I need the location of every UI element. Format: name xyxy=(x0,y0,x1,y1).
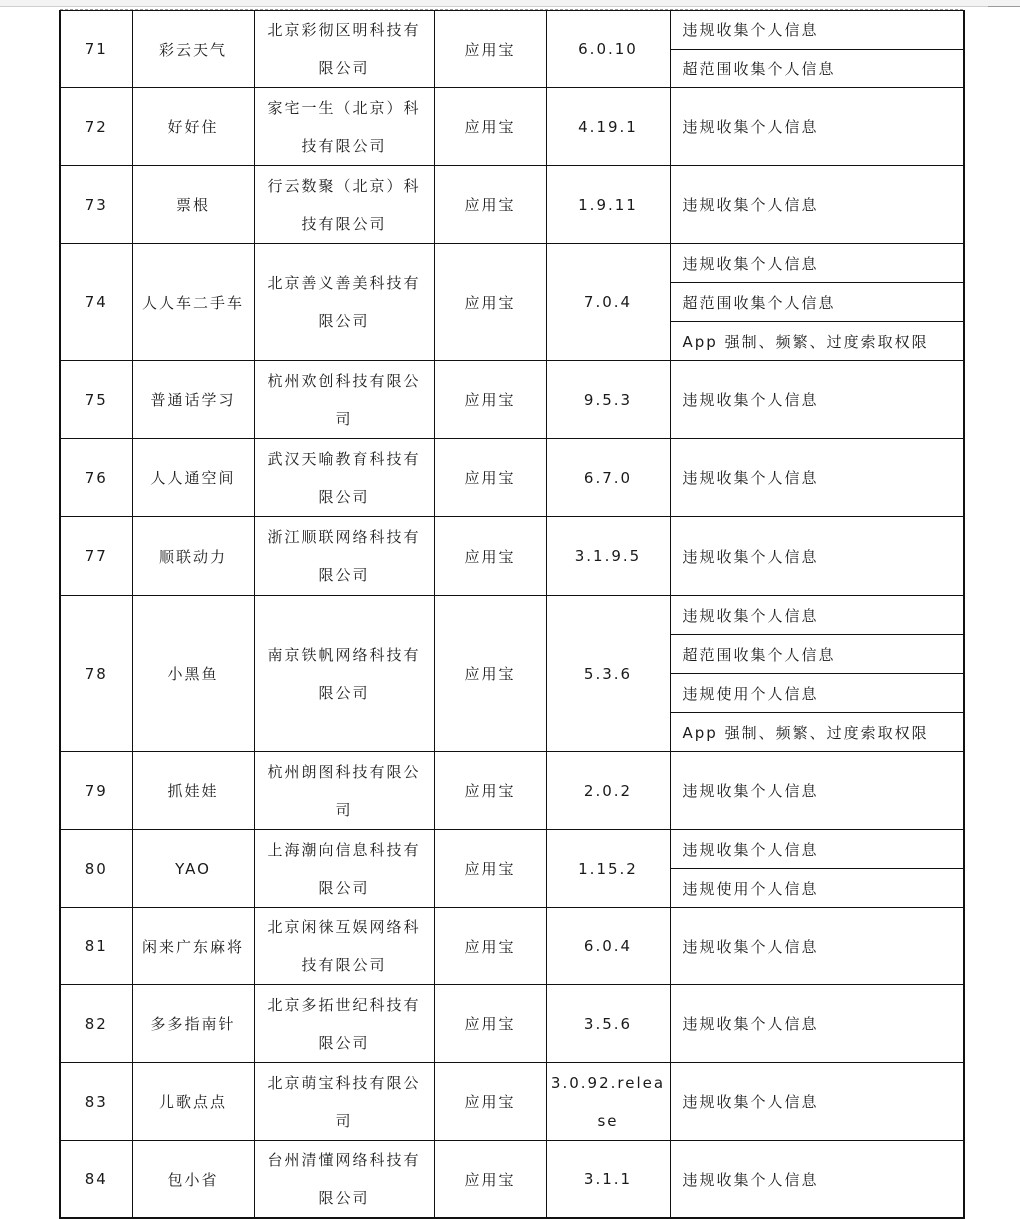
company-line: 技有限公司 xyxy=(301,956,387,974)
app-version: 3.1.1 xyxy=(546,1141,670,1219)
issue-item: 违规收集个人信息 xyxy=(682,782,819,800)
app-name: 多多指南针 xyxy=(132,985,254,1063)
app-store: 应用宝 xyxy=(434,596,546,752)
issue-list xyxy=(670,985,964,1063)
issue-item: 超范围收集个人信息 xyxy=(671,49,964,88)
issue-item: 超范围收集个人信息 xyxy=(671,634,964,673)
table-row xyxy=(60,439,964,517)
app-name: YAO xyxy=(132,830,254,908)
issue-item: 违规收集个人信息 xyxy=(682,469,819,487)
page-top-edge xyxy=(0,0,1020,7)
issue-list xyxy=(670,908,964,985)
company-line: 限公司 xyxy=(318,683,370,702)
table-row xyxy=(60,244,964,361)
app-version: 3.0.92.release xyxy=(546,1063,670,1141)
app-store: 应用宝 xyxy=(434,166,546,244)
issue-item: 违规收集个人信息 xyxy=(682,1015,819,1033)
company-line: 限公司 xyxy=(318,59,370,77)
issue-list xyxy=(670,596,964,752)
issue-list xyxy=(670,11,964,88)
company-line: 杭州朗图科技有限公 xyxy=(267,762,421,781)
app-version: 9.5.3 xyxy=(546,361,670,439)
developer-company xyxy=(254,517,434,596)
company-line: 南京铁帆网络科技有 xyxy=(267,645,421,664)
table-row xyxy=(60,1141,964,1219)
developer-company xyxy=(254,1141,434,1219)
issue-item: 违规收集个人信息 xyxy=(682,391,819,409)
issue-list xyxy=(670,752,964,830)
issue-list xyxy=(670,1141,964,1219)
issue-item: 违规使用个人信息 xyxy=(671,673,964,712)
app-store: 应用宝 xyxy=(434,908,546,985)
issue-item: 违规收集个人信息 xyxy=(682,840,819,859)
issue-list xyxy=(670,244,964,361)
app-store: 应用宝 xyxy=(434,439,546,517)
app-name: 票根 xyxy=(132,166,254,244)
company-line: 技有限公司 xyxy=(301,214,387,233)
table-row xyxy=(60,985,964,1063)
app-version: 6.0.10 xyxy=(546,11,670,88)
table-row xyxy=(60,88,964,166)
issue-item: 违规收集个人信息 xyxy=(682,547,819,566)
company-line: 家宅一生（北京）科 xyxy=(267,98,421,117)
issue-list xyxy=(670,1063,964,1141)
app-version: 7.0.4 xyxy=(546,244,670,361)
issue-item: 超范围收集个人信息 xyxy=(671,282,964,321)
table-row xyxy=(60,596,964,752)
company-line: 台州清懂网络科技有 xyxy=(267,1151,421,1169)
app-name: 顺联动力 xyxy=(132,517,254,596)
table-row xyxy=(60,830,964,908)
issue-list xyxy=(670,88,964,166)
app-store: 应用宝 xyxy=(434,985,546,1063)
table-row xyxy=(60,517,964,596)
row-number: 75 xyxy=(60,361,132,439)
issue-list xyxy=(670,166,964,244)
app-version: 6.7.0 xyxy=(546,439,670,517)
app-store: 应用宝 xyxy=(434,1063,546,1141)
app-name: 闲来广东麻将 xyxy=(132,908,254,985)
company-line: 限公司 xyxy=(318,312,370,330)
issue-list xyxy=(670,517,964,596)
company-line: 北京闲徕互娱网络科 xyxy=(267,918,421,936)
issue-list xyxy=(670,439,964,517)
company-line: 司 xyxy=(335,800,353,819)
app-name: 普通话学习 xyxy=(132,361,254,439)
row-number: 84 xyxy=(60,1141,132,1219)
company-line: 限公司 xyxy=(318,487,370,506)
app-store: 应用宝 xyxy=(434,752,546,830)
issue-item: 违规收集个人信息 xyxy=(682,1170,819,1189)
app-version: 1.15.2 xyxy=(546,830,670,908)
row-number: 74 xyxy=(60,244,132,361)
app-store: 应用宝 xyxy=(434,88,546,166)
app-store: 应用宝 xyxy=(434,244,546,361)
developer-company xyxy=(254,985,434,1063)
issue-list xyxy=(670,830,964,908)
row-number: 82 xyxy=(60,985,132,1063)
app-store: 应用宝 xyxy=(434,1141,546,1219)
app-name: 好好住 xyxy=(132,88,254,166)
company-line: 杭州欢创科技有限公 xyxy=(267,371,421,390)
company-line: 北京彩彻区明科技有 xyxy=(267,21,421,39)
developer-company xyxy=(254,596,434,752)
developer-company xyxy=(254,166,434,244)
issue-list xyxy=(670,361,964,439)
table-row xyxy=(60,1063,964,1141)
table-row xyxy=(60,752,964,830)
app-version: 6.0.4 xyxy=(546,908,670,985)
row-number: 77 xyxy=(60,517,132,596)
table-body xyxy=(60,11,964,1219)
developer-company xyxy=(254,11,434,88)
row-number: 83 xyxy=(60,1063,132,1141)
app-version: 3.1.9.5 xyxy=(546,517,670,596)
developer-company xyxy=(254,830,434,908)
company-line: 限公司 xyxy=(318,1189,370,1207)
app-name: 抓娃娃 xyxy=(132,752,254,830)
developer-company xyxy=(254,361,434,439)
issue-item: 违规收集个人信息 xyxy=(682,118,819,136)
app-store: 应用宝 xyxy=(434,517,546,596)
company-line: 浙江顺联网络科技有 xyxy=(267,528,421,546)
app-name: 人人车二手车 xyxy=(132,244,254,361)
issue-item: 违规收集个人信息 xyxy=(682,196,819,214)
row-number: 78 xyxy=(60,596,132,752)
app-name: 人人通空间 xyxy=(132,439,254,517)
app-version: 5.3.6 xyxy=(546,596,670,752)
app-version: 3.5.6 xyxy=(546,985,670,1063)
company-line: 司 xyxy=(335,409,353,428)
company-line: 武汉天喻教育科技有 xyxy=(267,449,421,468)
table-row xyxy=(60,361,964,439)
row-number: 79 xyxy=(60,752,132,830)
row-number: 72 xyxy=(60,88,132,166)
issue-item: 违规收集个人信息 xyxy=(682,21,819,40)
developer-company xyxy=(254,908,434,985)
app-name: 包小省 xyxy=(132,1141,254,1219)
company-line: 限公司 xyxy=(318,878,370,897)
app-name: 小黑鱼 xyxy=(132,596,254,752)
issue-item: 违规收集个人信息 xyxy=(682,254,819,273)
table-row xyxy=(60,11,964,88)
company-line: 北京善义善美科技有 xyxy=(267,274,421,292)
row-number: 73 xyxy=(60,166,132,244)
app-store: 应用宝 xyxy=(434,361,546,439)
app-version: 2.0.2 xyxy=(546,752,670,830)
company-line: 限公司 xyxy=(318,1033,370,1052)
issue-item: 违规收集个人信息 xyxy=(682,606,819,625)
issue-item: App 强制、频繁、过度索取权限 xyxy=(671,321,964,360)
row-number: 76 xyxy=(60,439,132,517)
app-store: 应用宝 xyxy=(434,11,546,88)
company-line: 上海潮向信息科技有 xyxy=(267,840,421,859)
company-line: 北京多拓世纪科技有 xyxy=(267,995,421,1014)
app-name: 儿歌点点 xyxy=(132,1063,254,1141)
app-name: 彩云天气 xyxy=(132,11,254,88)
company-line: 限公司 xyxy=(318,566,370,584)
app-version: 4.19.1 xyxy=(546,88,670,166)
developer-company xyxy=(254,244,434,361)
company-line: 技有限公司 xyxy=(301,136,387,155)
developer-company xyxy=(254,439,434,517)
developer-company xyxy=(254,1063,434,1141)
issue-item: 违规使用个人信息 xyxy=(671,868,964,907)
row-number: 81 xyxy=(60,908,132,985)
page-corner-mark xyxy=(988,6,1020,7)
row-number: 80 xyxy=(60,830,132,908)
issue-item: 违规收集个人信息 xyxy=(682,937,819,956)
table-row xyxy=(60,908,964,985)
issue-item: App 强制、频繁、过度索取权限 xyxy=(671,712,964,751)
table-row xyxy=(60,166,964,244)
company-line: 司 xyxy=(335,1111,353,1130)
app-violation-table xyxy=(59,10,965,1219)
app-version: 1.9.11 xyxy=(546,166,670,244)
app-store: 应用宝 xyxy=(434,830,546,908)
company-line: 行云数聚（北京）科 xyxy=(267,176,421,195)
row-number: 71 xyxy=(60,11,132,88)
developer-company xyxy=(254,752,434,830)
issue-item: 违规收集个人信息 xyxy=(682,1093,819,1111)
company-line: 北京萌宝科技有限公 xyxy=(267,1073,421,1092)
developer-company xyxy=(254,88,434,166)
